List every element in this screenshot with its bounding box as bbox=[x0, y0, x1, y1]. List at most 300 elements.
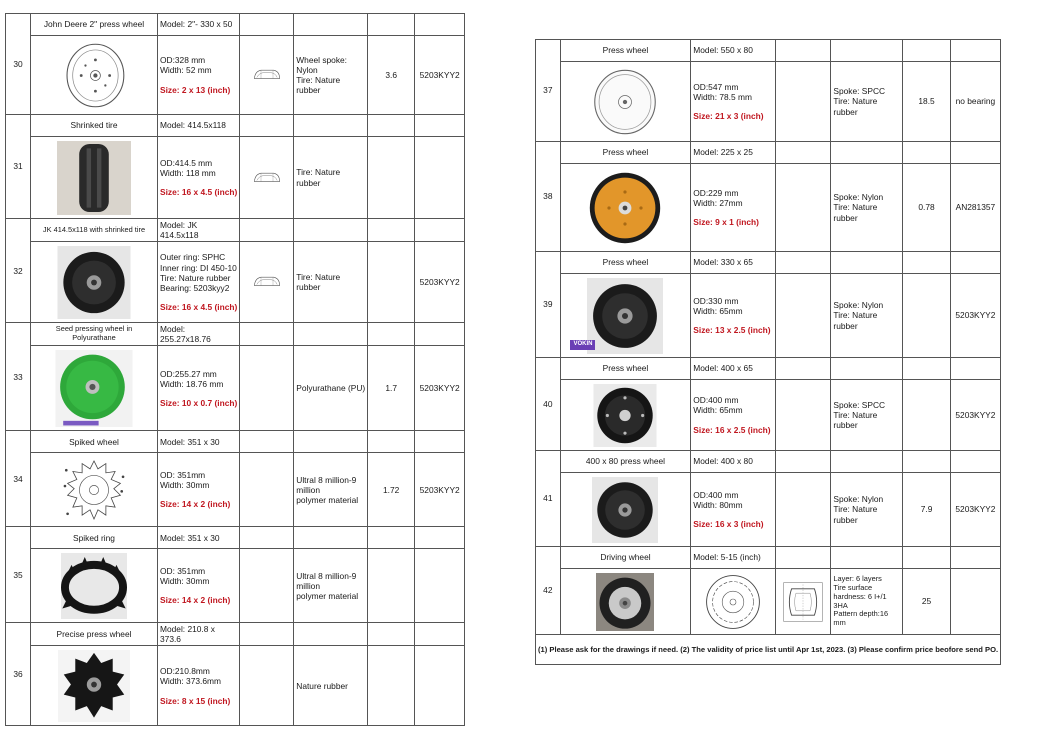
spacer bbox=[160, 490, 237, 499]
size-text: Size: 2 x 13 (inch) bbox=[160, 84, 231, 95]
material-cell bbox=[294, 242, 368, 323]
material-line: Tire: Nature bbox=[296, 75, 341, 85]
spec-line: OD: 351mm bbox=[160, 566, 206, 577]
empty-cell bbox=[415, 115, 465, 137]
spec-line: Width: 30mm bbox=[160, 576, 210, 587]
product-header-row bbox=[6, 527, 465, 549]
product-header-row bbox=[536, 547, 1001, 569]
black-wheel-photo-icon bbox=[35, 246, 153, 319]
product-header-row bbox=[536, 40, 1001, 62]
material-line: rubber bbox=[833, 514, 858, 525]
material-line: rubber bbox=[296, 177, 321, 188]
size-text: Size: 21 x 3 (inch) bbox=[693, 111, 764, 122]
spec-cell bbox=[158, 137, 240, 219]
material-line: Tire: Nature bbox=[833, 409, 878, 420]
weight-cell: 0.78 bbox=[903, 164, 950, 252]
product-detail-row bbox=[6, 242, 465, 323]
bearing-cell: 5203KYY2 bbox=[415, 346, 465, 431]
product-header-row bbox=[6, 14, 465, 36]
spec-line: Tire surface bbox=[833, 582, 873, 592]
empty-cell bbox=[240, 623, 294, 646]
material-line: million bbox=[296, 580, 321, 591]
drawing-cell bbox=[775, 274, 831, 358]
left-product-table bbox=[5, 13, 465, 726]
material-line: Ultral 8 million-9 bbox=[296, 570, 357, 581]
spec-line: hardness: 6 I+/1 bbox=[833, 591, 887, 601]
item-number: 34 bbox=[6, 431, 31, 527]
black-steel-wheel-photo-icon bbox=[566, 384, 684, 447]
spec-line: Width: 78.5 mm bbox=[693, 91, 752, 102]
green-wheel-photo-icon bbox=[35, 350, 153, 427]
empty-cell bbox=[368, 431, 415, 453]
tire-profile-drawing-icon bbox=[244, 163, 290, 193]
drawing-cell bbox=[240, 137, 294, 219]
drawing-cell bbox=[775, 164, 831, 252]
spec-cell bbox=[158, 453, 240, 527]
material-cell bbox=[294, 137, 368, 219]
right-product-table bbox=[535, 39, 1001, 665]
product-detail-row bbox=[536, 473, 1001, 547]
bearing-cell: 5203KYY2 bbox=[415, 453, 465, 527]
empty-cell bbox=[294, 115, 368, 137]
photo-cell bbox=[31, 453, 158, 527]
empty-cell bbox=[240, 219, 294, 242]
spec-line: Bearing: 5203kyy2 bbox=[160, 282, 230, 293]
bearing-cell: no bearing bbox=[950, 62, 1000, 142]
spec-cell bbox=[158, 346, 240, 431]
empty-cell bbox=[775, 252, 831, 274]
material-cell bbox=[831, 62, 903, 142]
orange-wheel-photo-icon bbox=[566, 168, 684, 248]
photo-cell bbox=[560, 274, 691, 358]
product-detail-row bbox=[536, 164, 1001, 252]
item-number: 31 bbox=[6, 115, 31, 219]
drawing-cell bbox=[775, 473, 831, 547]
material-line: Spoke: SPCC bbox=[833, 86, 886, 97]
material-line: Spoke: SPCC bbox=[833, 399, 886, 410]
product-name: Press wheel bbox=[560, 252, 691, 274]
weight-cell bbox=[903, 274, 950, 358]
material-cell bbox=[294, 36, 368, 115]
star-press-wheel-photo-icon bbox=[35, 650, 153, 722]
bearing-cell: 5203KYY2 bbox=[950, 380, 1000, 451]
empty-cell bbox=[903, 40, 950, 62]
photo-cell bbox=[560, 380, 691, 451]
item-number: 33 bbox=[6, 323, 31, 431]
shrinked-tire-photo-icon bbox=[35, 141, 153, 215]
material-line: Polyurathane (PU) bbox=[296, 383, 366, 394]
material-line: rubber bbox=[833, 212, 858, 223]
item-number: 40 bbox=[536, 358, 561, 451]
material-line: rubber bbox=[833, 320, 858, 331]
empty-cell bbox=[775, 40, 831, 62]
spiked-ring-photo-icon bbox=[35, 553, 153, 619]
empty-cell bbox=[415, 219, 465, 242]
spec-line: Width: 18.76 mm bbox=[160, 378, 224, 389]
photo-cell bbox=[31, 36, 158, 115]
bearing-cell: 5203KYY2 bbox=[950, 473, 1000, 547]
size-text: Size: 14 x 2 (inch) bbox=[160, 595, 231, 606]
spacer bbox=[693, 316, 773, 325]
spacer bbox=[160, 178, 237, 187]
size-text: Size: 16 x 4.5 (inch) bbox=[160, 301, 238, 312]
photo-cell bbox=[31, 137, 158, 219]
spec-cell bbox=[691, 164, 776, 252]
material-line: rubber bbox=[296, 282, 321, 293]
drawing-cell bbox=[240, 346, 294, 431]
product-model: Model: 255.27x18.76 bbox=[158, 323, 240, 346]
photo-cell bbox=[31, 242, 158, 323]
drawing-cell bbox=[240, 549, 294, 623]
empty-cell bbox=[368, 527, 415, 549]
product-header-row bbox=[536, 252, 1001, 274]
spec-cell bbox=[831, 569, 903, 635]
product-detail-row bbox=[6, 36, 465, 115]
product-header-row bbox=[536, 142, 1001, 164]
weight-cell: 25 bbox=[903, 569, 950, 635]
spacer bbox=[693, 416, 773, 425]
material-line: rubber bbox=[296, 85, 321, 96]
empty-cell bbox=[415, 623, 465, 646]
tread-wheel-drawing-icon bbox=[703, 572, 763, 632]
empty-cell bbox=[775, 547, 831, 569]
spec-line: Width: 65mm bbox=[693, 305, 743, 316]
empty-cell bbox=[903, 547, 950, 569]
empty-cell bbox=[950, 252, 1000, 274]
product-name: Shrinked tire bbox=[31, 115, 158, 137]
empty-cell bbox=[903, 451, 950, 473]
spec-line: Width: 52 mm bbox=[160, 65, 212, 76]
weight-cell bbox=[368, 137, 415, 219]
tractor-tire-photo-icon bbox=[566, 573, 684, 631]
material-line: Spoke: Nylon bbox=[833, 494, 884, 505]
empty-cell bbox=[294, 14, 368, 36]
product-name: Seed pressing wheel in Polyurathane bbox=[31, 323, 158, 346]
empty-cell bbox=[415, 527, 465, 549]
empty-cell bbox=[240, 323, 294, 346]
empty-cell bbox=[368, 14, 415, 36]
product-detail-row bbox=[536, 380, 1001, 451]
spacer bbox=[160, 687, 237, 696]
empty-cell bbox=[831, 252, 903, 274]
product-model: Model: 414.5x118 bbox=[158, 115, 240, 137]
spec-line: OD:400 mm bbox=[693, 489, 739, 500]
spec-line: OD:400 mm bbox=[693, 395, 739, 406]
product-detail-row bbox=[6, 137, 465, 219]
drawing-cell bbox=[691, 569, 776, 635]
bearing-cell bbox=[415, 549, 465, 623]
spec-cell bbox=[158, 549, 240, 623]
bearing-cell: 5203KYY2 bbox=[950, 274, 1000, 358]
photo-cell bbox=[560, 164, 691, 252]
spec-cell bbox=[691, 473, 776, 547]
black-wheel-photo-icon bbox=[566, 477, 684, 543]
empty-cell bbox=[368, 219, 415, 242]
product-model: Model: JK 414.5x118 bbox=[158, 219, 240, 242]
bearing-cell bbox=[415, 646, 465, 726]
empty-cell bbox=[368, 115, 415, 137]
brand-badge: VOKIN bbox=[570, 340, 595, 349]
empty-cell bbox=[240, 115, 294, 137]
spec-line: OD:547 mm bbox=[693, 81, 739, 92]
black-wheel-photo-icon bbox=[566, 278, 684, 354]
material-line: Spoke: Nylon bbox=[833, 192, 884, 203]
press-wheel-line-drawing-icon bbox=[35, 40, 153, 111]
material-cell bbox=[294, 549, 368, 623]
product-model: Model: 2"- 330 x 50 bbox=[158, 14, 240, 36]
product-detail-row bbox=[536, 62, 1001, 142]
spiked-wheel-exploded-drawing-icon bbox=[35, 457, 153, 523]
spec-line: Layer: 6 layers bbox=[833, 573, 882, 583]
spec-line: Pattern depth:16 bbox=[833, 609, 889, 619]
spec-line: OD:414.5 mm bbox=[160, 157, 213, 168]
item-number: 30 bbox=[6, 14, 31, 115]
photo-cell bbox=[31, 646, 158, 726]
material-cell bbox=[294, 346, 368, 431]
empty-cell bbox=[415, 431, 465, 453]
product-model: Model: 400 x 80 bbox=[691, 451, 776, 473]
material-line: million bbox=[296, 484, 321, 495]
material-line: Nature rubber bbox=[296, 680, 348, 691]
spacer bbox=[693, 208, 773, 217]
empty-cell bbox=[775, 142, 831, 164]
size-text: Size: 13 x 2.5 (inch) bbox=[693, 325, 771, 336]
weight-cell: 7.9 bbox=[903, 473, 950, 547]
weight-cell: 3.6 bbox=[368, 36, 415, 115]
empty-cell bbox=[950, 358, 1000, 380]
product-name: 400 x 80 press wheel bbox=[560, 451, 691, 473]
spec-line: Outer ring: SPHC bbox=[160, 252, 226, 263]
empty-cell bbox=[903, 358, 950, 380]
spec-line: OD:330 mm bbox=[693, 295, 739, 306]
note-row bbox=[536, 635, 1001, 665]
drawing-cell bbox=[240, 453, 294, 527]
weight-cell: 1.72 bbox=[368, 453, 415, 527]
item-number: 42 bbox=[536, 547, 561, 635]
empty-cell bbox=[831, 40, 903, 62]
material-line: Tire: Nature bbox=[296, 272, 341, 283]
spec-line: Width: 27mm bbox=[693, 197, 743, 208]
product-name: Precise press wheel bbox=[31, 623, 158, 646]
material-line: Tire: Nature bbox=[833, 310, 878, 321]
material-cell bbox=[831, 473, 903, 547]
material-cell bbox=[831, 274, 903, 358]
product-detail-row bbox=[6, 453, 465, 527]
empty-cell bbox=[775, 451, 831, 473]
photo-cell bbox=[31, 346, 158, 431]
spec-line: 3HA bbox=[833, 600, 848, 610]
empty-cell bbox=[903, 142, 950, 164]
weight-cell bbox=[368, 646, 415, 726]
spec-line: Width: 65mm bbox=[693, 405, 743, 416]
weight-cell bbox=[368, 549, 415, 623]
product-header-row bbox=[6, 323, 465, 346]
product-header-row bbox=[6, 431, 465, 453]
empty-cell bbox=[831, 358, 903, 380]
empty-cell bbox=[775, 358, 831, 380]
bearing-cell: 5203KYY2 bbox=[415, 36, 465, 115]
price-list-note: (1) Please ask for the drawings if need. (2) The validity of price list until Apr 1st, 2023. (3) Please confirm price beofore send PO. bbox=[536, 635, 1001, 665]
product-model: Model: 351 x 30 bbox=[158, 527, 240, 549]
size-text: Size: 16 x 2.5 (inch) bbox=[693, 424, 771, 435]
product-header-row bbox=[6, 623, 465, 646]
spacer bbox=[160, 293, 237, 302]
product-model: Model: 351 x 30 bbox=[158, 431, 240, 453]
spec-line: OD:328 mm bbox=[160, 55, 206, 66]
drawing-cell bbox=[240, 36, 294, 115]
spec-line: Width: 80mm bbox=[693, 499, 743, 510]
material-line: Spoke: Nylon bbox=[833, 300, 884, 311]
spacer bbox=[693, 510, 773, 519]
size-text: Size: 16 x 4.5 (inch) bbox=[160, 187, 238, 198]
empty-cell bbox=[950, 40, 1000, 62]
spec-cell bbox=[691, 62, 776, 142]
size-text: Size: 8 x 15 (inch) bbox=[160, 695, 231, 706]
item-number: 37 bbox=[536, 40, 561, 142]
empty-cell bbox=[240, 527, 294, 549]
size-text: Size: 10 x 0.7 (inch) bbox=[160, 397, 238, 408]
spec-cell bbox=[691, 274, 776, 358]
item-number: 38 bbox=[536, 142, 561, 252]
empty-cell bbox=[368, 623, 415, 646]
empty-cell bbox=[368, 323, 415, 346]
material-line: Tire: Nature bbox=[296, 167, 341, 178]
product-name: Spiked wheel bbox=[31, 431, 158, 453]
spec-cell bbox=[158, 36, 240, 115]
photo-cell bbox=[560, 62, 691, 142]
photo-cell bbox=[560, 569, 691, 635]
material-line: Ultral 8 million-9 bbox=[296, 474, 357, 485]
material-line: rubber bbox=[833, 106, 858, 117]
drawing-cell bbox=[240, 646, 294, 726]
spacer bbox=[160, 389, 237, 398]
product-name: JK 414.5x118 with shrinked tire bbox=[31, 219, 158, 242]
product-header-row bbox=[536, 358, 1001, 380]
product-model: Model: 550 x 80 bbox=[691, 40, 776, 62]
material-cell bbox=[294, 453, 368, 527]
product-model: Model: 210.8 x 373.6 bbox=[158, 623, 240, 646]
empty-cell bbox=[950, 547, 1000, 569]
empty-cell bbox=[240, 14, 294, 36]
product-detail-row bbox=[536, 569, 1001, 635]
spec-cell bbox=[691, 380, 776, 451]
drawing-cell bbox=[775, 62, 831, 142]
weight-cell: 18.5 bbox=[903, 62, 950, 142]
empty-cell bbox=[294, 527, 368, 549]
empty-cell bbox=[950, 451, 1000, 473]
item-number: 41 bbox=[536, 451, 561, 547]
item-number: 36 bbox=[6, 623, 31, 726]
product-model: Model: 225 x 25 bbox=[691, 142, 776, 164]
product-name: Press wheel bbox=[560, 142, 691, 164]
empty-cell bbox=[950, 142, 1000, 164]
photo-cell bbox=[560, 473, 691, 547]
material-cell bbox=[294, 646, 368, 726]
spacer bbox=[693, 102, 773, 111]
spacer bbox=[160, 76, 237, 85]
material-line: Tire: Nature bbox=[833, 504, 878, 515]
empty-cell bbox=[903, 252, 950, 274]
material-line: polymer material bbox=[296, 590, 359, 601]
spec-line: OD:229 mm bbox=[693, 187, 739, 198]
product-detail-row bbox=[536, 274, 1001, 358]
empty-cell bbox=[294, 623, 368, 646]
spec-line: OD:255.27 mm bbox=[160, 368, 217, 379]
spec-line: Inner ring: DI 450-10 bbox=[160, 262, 237, 273]
empty-cell bbox=[294, 323, 368, 346]
spec-line: Width: 373.6mm bbox=[160, 676, 221, 687]
drawing-cell bbox=[775, 380, 831, 451]
spec-line: OD: 351mm bbox=[160, 470, 206, 481]
empty-cell bbox=[831, 547, 903, 569]
bearing-cell: 5203KYY2 bbox=[415, 242, 465, 323]
material-line: polymer material bbox=[296, 494, 359, 505]
material-line: Wheel spoke: bbox=[296, 54, 348, 65]
material-line: Tire: Nature bbox=[833, 96, 878, 107]
empty-cell bbox=[294, 431, 368, 453]
product-detail-row bbox=[6, 646, 465, 726]
bearing-cell: AN281357 bbox=[950, 164, 1000, 252]
spec-line: Width: 118 mm bbox=[160, 167, 216, 178]
product-detail-row bbox=[6, 346, 465, 431]
empty-cell bbox=[294, 219, 368, 242]
material-cell bbox=[831, 164, 903, 252]
tire-cross-section-drawing-icon bbox=[781, 577, 825, 627]
product-name: Press wheel bbox=[560, 358, 691, 380]
product-model: Model: 400 x 65 bbox=[691, 358, 776, 380]
spec-line: Width: 30mm bbox=[160, 480, 210, 491]
size-text: Size: 9 x 1 (inch) bbox=[693, 217, 759, 228]
weight-cell: 1.7 bbox=[368, 346, 415, 431]
product-header-row bbox=[6, 115, 465, 137]
size-text: Size: 14 x 2 (inch) bbox=[160, 499, 231, 510]
product-header-row bbox=[6, 219, 465, 242]
product-name: John Deere 2" press wheel bbox=[31, 14, 158, 36]
spec-line: Tire: Nature rubber bbox=[160, 272, 231, 283]
size-text: Size: 16 x 3 (inch) bbox=[693, 519, 764, 530]
drawing-cell bbox=[775, 569, 831, 635]
material-line: rubber bbox=[833, 420, 858, 431]
product-model: Model: 330 x 65 bbox=[691, 252, 776, 274]
empty-cell bbox=[415, 14, 465, 36]
empty-cell bbox=[831, 451, 903, 473]
drawing-cell bbox=[240, 242, 294, 323]
item-number: 39 bbox=[536, 252, 561, 358]
material-line: Nylon bbox=[296, 64, 318, 75]
spec-cell bbox=[158, 242, 240, 323]
item-number: 32 bbox=[6, 219, 31, 323]
empty-cell bbox=[415, 323, 465, 346]
tire-profile-drawing-icon bbox=[244, 60, 290, 90]
spacer bbox=[160, 586, 237, 595]
item-number: 35 bbox=[6, 527, 31, 623]
large-press-wheel-line-drawing-icon bbox=[566, 66, 684, 138]
product-name: Press wheel bbox=[560, 40, 691, 62]
spec-cell bbox=[158, 646, 240, 726]
empty-cell bbox=[240, 431, 294, 453]
bearing-cell bbox=[415, 137, 465, 219]
spec-line: mm bbox=[833, 618, 846, 628]
product-detail-row bbox=[6, 549, 465, 623]
product-name: Driving wheel bbox=[560, 547, 691, 569]
product-header-row bbox=[536, 451, 1001, 473]
spec-line: OD:210.8mm bbox=[160, 666, 210, 677]
empty-cell bbox=[950, 569, 1000, 635]
tire-profile-drawing-icon bbox=[244, 267, 290, 297]
material-line: Tire: Nature bbox=[833, 202, 878, 213]
empty-cell bbox=[831, 142, 903, 164]
product-model: Model: 5-15 (inch) bbox=[691, 547, 776, 569]
